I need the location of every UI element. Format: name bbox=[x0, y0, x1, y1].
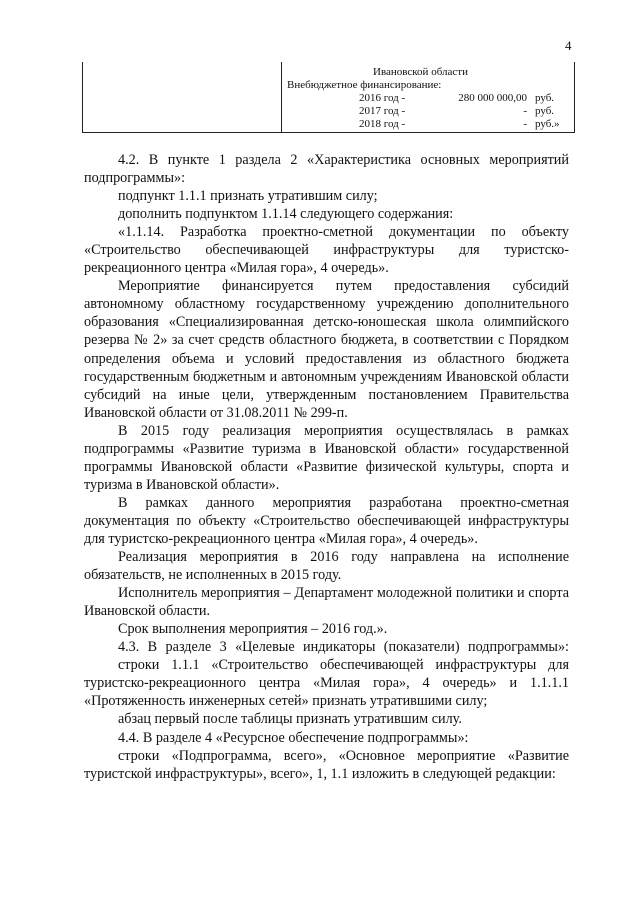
funding-currency: руб.» bbox=[535, 118, 560, 130]
funding-row bbox=[282, 92, 574, 105]
paragraph-2015-implementation: В 2015 году реализация мероприятия осуществлялась в рамках подпрограммы «Развитие туризма в Ивановской области» государственной программы Ивановской области «Развитие физической культуры, спорта и туризма в Ивановской области». bbox=[84, 422, 569, 493]
funding-year: 2017 год - bbox=[359, 105, 406, 117]
page-number: 4 bbox=[565, 38, 572, 53]
funding-amount: - bbox=[523, 105, 527, 117]
paragraph-4-3: 4.3. В разделе 3 «Целевые индикаторы (показатели) подпрограммы»: bbox=[118, 639, 569, 656]
funding-currency: руб. bbox=[535, 92, 555, 104]
region-line: Ивановской области bbox=[373, 66, 468, 78]
paragraph-1-1-14: «1.1.14. Разработка проектно-сметной документации по объекту «Строительство обеспечивающей инфраструктуры для туристско-рекреационного центра «Милая гора», 4 очередь». bbox=[84, 224, 569, 277]
funding-amount: 280 000 000,00 bbox=[458, 92, 527, 104]
funding-row bbox=[282, 105, 574, 118]
funding-row bbox=[282, 118, 574, 131]
funding-year: 2016 год - bbox=[359, 92, 406, 104]
paragraph-executor: Исполнитель мероприятия – Департамент молодежной политики и спорта Ивановской области. bbox=[84, 585, 569, 620]
extra-budget-label: Внебюджетное финансирование: bbox=[287, 79, 442, 91]
paragraph-4-4: 4.4. В разделе 4 «Ресурсное обеспечение подпрограммы»: bbox=[118, 729, 469, 746]
paragraph-4-2: 4.2. В пункте 1 раздела 2 «Характеристика основных мероприятий подпрограммы»: bbox=[84, 152, 569, 187]
paragraph-rows-void: строки 1.1.1 «Строительство обеспечивающей инфраструктуры для туристско-рекреационного центра «Милая гора», 4 очередь» и 1.1.1.1 «Протяженность инженерных сетей» признать утратившими силу; bbox=[84, 657, 569, 710]
document-body bbox=[84, 151, 569, 783]
paragraph-financing: Мероприятие финансируется путем предоставления субсидий автономному областному государственному учреждению дополнительного образования «Специализированная детско-юношеская школа олимпийского резерва № 2» за счет средств областного бюджета, в соответствии с Порядком определения объема и условий предоставления из областного бюджета государственным бюджетным и автономным учреждениям Ивановской области субсидий на иные цели, утвержденным постановлением Правительства Ивановской области от 31.08.2011 № 299-п. bbox=[84, 278, 569, 421]
funding-currency: руб. bbox=[535, 105, 555, 117]
funding-cell bbox=[282, 62, 574, 131]
paragraph-documentation: В рамках данного мероприятия разработана проектно-сметная документация по объекту «Строительство обеспечивающей инфраструктуры для туристско-рекреационного центра «Милая гора», 4 очередь». bbox=[84, 494, 569, 547]
paragraph-2016-implementation: Реализация мероприятия в 2016 году направлена на исполнение обязательств, не исполненных в 2015 году. bbox=[84, 549, 569, 584]
budget-table-fragment bbox=[82, 62, 575, 133]
funding-amount: - bbox=[523, 118, 527, 130]
paragraph-add-subitem: дополнить подпунктом 1.1.14 следующего содержания: bbox=[118, 206, 454, 223]
funding-year: 2018 год - bbox=[359, 118, 406, 130]
paragraph-subitem-void: подпункт 1.1.1 признать утратившим силу; bbox=[118, 188, 378, 205]
paragraph-first-para-void: абзац первый после таблицы признать утратившим силу. bbox=[118, 711, 462, 728]
paragraph-new-edition: строки «Подпрограмма, всего», «Основное мероприятие «Развитие туристской инфраструктуры», всего», 1, 1.1 изложить в следующей редакции: bbox=[84, 747, 569, 782]
paragraph-deadline: Срок выполнения мероприятия – 2016 год.». bbox=[118, 621, 388, 638]
